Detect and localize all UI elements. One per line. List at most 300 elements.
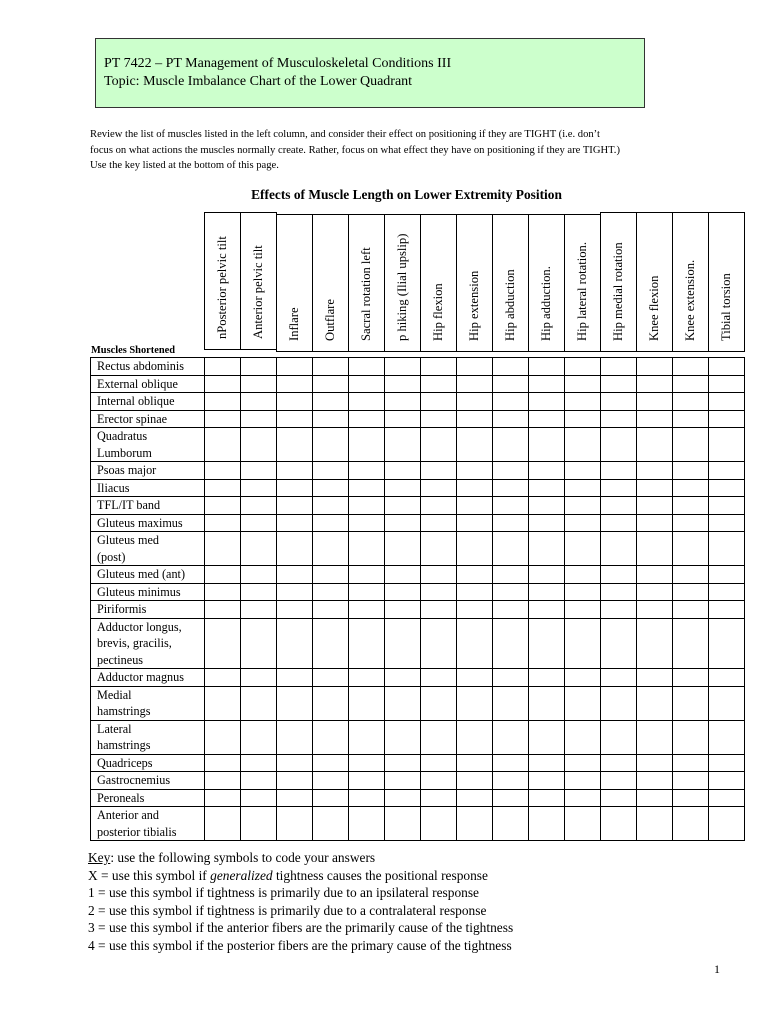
answer-cell[interactable] bbox=[637, 393, 673, 411]
answer-cell[interactable] bbox=[313, 479, 349, 497]
answer-cell[interactable] bbox=[385, 358, 421, 376]
answer-cell[interactable] bbox=[277, 428, 313, 462]
answer-cell[interactable] bbox=[421, 772, 457, 790]
answer-cell[interactable] bbox=[637, 772, 673, 790]
answer-cell[interactable] bbox=[385, 686, 421, 720]
answer-cell[interactable] bbox=[493, 772, 529, 790]
answer-cell[interactable] bbox=[709, 720, 745, 754]
answer-cell[interactable] bbox=[673, 462, 709, 480]
answer-cell[interactable] bbox=[601, 358, 637, 376]
answer-cell[interactable] bbox=[637, 789, 673, 807]
answer-cell[interactable] bbox=[457, 754, 493, 772]
answer-cell[interactable] bbox=[565, 789, 601, 807]
answer-cell[interactable] bbox=[673, 375, 709, 393]
answer-cell[interactable] bbox=[241, 807, 277, 841]
answer-cell[interactable] bbox=[529, 720, 565, 754]
answer-cell[interactable] bbox=[313, 566, 349, 584]
answer-cell[interactable] bbox=[349, 583, 385, 601]
answer-cell[interactable] bbox=[457, 807, 493, 841]
answer-cell[interactable] bbox=[277, 754, 313, 772]
answer-cell[interactable] bbox=[457, 375, 493, 393]
answer-cell[interactable] bbox=[709, 583, 745, 601]
answer-cell[interactable] bbox=[601, 566, 637, 584]
answer-cell[interactable] bbox=[349, 772, 385, 790]
answer-cell[interactable] bbox=[277, 583, 313, 601]
answer-cell[interactable] bbox=[349, 428, 385, 462]
answer-cell[interactable] bbox=[349, 686, 385, 720]
answer-cell[interactable] bbox=[529, 532, 565, 566]
answer-cell[interactable] bbox=[205, 393, 241, 411]
answer-cell[interactable] bbox=[241, 428, 277, 462]
answer-cell[interactable] bbox=[493, 393, 529, 411]
answer-cell[interactable] bbox=[205, 566, 241, 584]
answer-cell[interactable] bbox=[529, 375, 565, 393]
answer-cell[interactable] bbox=[529, 428, 565, 462]
answer-cell[interactable] bbox=[709, 601, 745, 619]
answer-cell[interactable] bbox=[313, 618, 349, 669]
answer-cell[interactable] bbox=[385, 479, 421, 497]
answer-cell[interactable] bbox=[421, 532, 457, 566]
answer-cell[interactable] bbox=[205, 601, 241, 619]
answer-cell[interactable] bbox=[457, 410, 493, 428]
answer-cell[interactable] bbox=[673, 720, 709, 754]
answer-cell[interactable] bbox=[205, 754, 241, 772]
answer-cell[interactable] bbox=[493, 669, 529, 687]
answer-cell[interactable] bbox=[457, 566, 493, 584]
answer-cell[interactable] bbox=[493, 686, 529, 720]
answer-cell[interactable] bbox=[565, 583, 601, 601]
answer-cell[interactable] bbox=[385, 428, 421, 462]
answer-cell[interactable] bbox=[529, 772, 565, 790]
answer-cell[interactable] bbox=[241, 583, 277, 601]
answer-cell[interactable] bbox=[493, 514, 529, 532]
answer-cell[interactable] bbox=[493, 720, 529, 754]
answer-cell[interactable] bbox=[313, 375, 349, 393]
answer-cell[interactable] bbox=[349, 497, 385, 515]
answer-cell[interactable] bbox=[385, 410, 421, 428]
answer-cell[interactable] bbox=[277, 393, 313, 411]
answer-cell[interactable] bbox=[601, 618, 637, 669]
answer-cell[interactable] bbox=[313, 601, 349, 619]
answer-cell[interactable] bbox=[529, 807, 565, 841]
answer-cell[interactable] bbox=[601, 720, 637, 754]
answer-cell[interactable] bbox=[565, 462, 601, 480]
answer-cell[interactable] bbox=[529, 566, 565, 584]
answer-cell[interactable] bbox=[601, 807, 637, 841]
answer-cell[interactable] bbox=[349, 462, 385, 480]
answer-cell[interactable] bbox=[565, 514, 601, 532]
answer-cell[interactable] bbox=[277, 720, 313, 754]
answer-cell[interactable] bbox=[529, 410, 565, 428]
answer-cell[interactable] bbox=[673, 532, 709, 566]
answer-cell[interactable] bbox=[493, 428, 529, 462]
answer-cell[interactable] bbox=[601, 393, 637, 411]
answer-cell[interactable] bbox=[601, 428, 637, 462]
answer-cell[interactable] bbox=[349, 532, 385, 566]
answer-cell[interactable] bbox=[709, 686, 745, 720]
answer-cell[interactable] bbox=[709, 772, 745, 790]
answer-cell[interactable] bbox=[277, 514, 313, 532]
answer-cell[interactable] bbox=[529, 601, 565, 619]
answer-cell[interactable] bbox=[709, 618, 745, 669]
answer-cell[interactable] bbox=[277, 479, 313, 497]
answer-cell[interactable] bbox=[313, 462, 349, 480]
answer-cell[interactable] bbox=[457, 669, 493, 687]
answer-cell[interactable] bbox=[457, 462, 493, 480]
answer-cell[interactable] bbox=[493, 532, 529, 566]
answer-cell[interactable] bbox=[493, 358, 529, 376]
answer-cell[interactable] bbox=[601, 669, 637, 687]
answer-cell[interactable] bbox=[421, 583, 457, 601]
answer-cell[interactable] bbox=[241, 497, 277, 515]
answer-cell[interactable] bbox=[601, 772, 637, 790]
answer-cell[interactable] bbox=[637, 754, 673, 772]
answer-cell[interactable] bbox=[277, 497, 313, 515]
answer-cell[interactable] bbox=[529, 393, 565, 411]
answer-cell[interactable] bbox=[457, 789, 493, 807]
answer-cell[interactable] bbox=[241, 479, 277, 497]
answer-cell[interactable] bbox=[349, 754, 385, 772]
answer-cell[interactable] bbox=[385, 375, 421, 393]
answer-cell[interactable] bbox=[421, 789, 457, 807]
answer-cell[interactable] bbox=[673, 772, 709, 790]
answer-cell[interactable] bbox=[565, 601, 601, 619]
answer-cell[interactable] bbox=[385, 807, 421, 841]
answer-cell[interactable] bbox=[313, 720, 349, 754]
answer-cell[interactable] bbox=[565, 566, 601, 584]
answer-cell[interactable] bbox=[205, 375, 241, 393]
answer-cell[interactable] bbox=[421, 428, 457, 462]
answer-cell[interactable] bbox=[313, 789, 349, 807]
answer-cell[interactable] bbox=[709, 462, 745, 480]
answer-cell[interactable] bbox=[637, 375, 673, 393]
answer-cell[interactable] bbox=[349, 566, 385, 584]
answer-cell[interactable] bbox=[421, 686, 457, 720]
answer-cell[interactable] bbox=[385, 514, 421, 532]
answer-cell[interactable] bbox=[349, 807, 385, 841]
answer-cell[interactable] bbox=[529, 686, 565, 720]
answer-cell[interactable] bbox=[277, 669, 313, 687]
answer-cell[interactable] bbox=[241, 410, 277, 428]
answer-cell[interactable] bbox=[349, 669, 385, 687]
answer-cell[interactable] bbox=[457, 618, 493, 669]
answer-cell[interactable] bbox=[349, 618, 385, 669]
answer-cell[interactable] bbox=[277, 566, 313, 584]
answer-cell[interactable] bbox=[421, 618, 457, 669]
answer-cell[interactable] bbox=[673, 669, 709, 687]
answer-cell[interactable] bbox=[565, 532, 601, 566]
answer-cell[interactable] bbox=[673, 583, 709, 601]
answer-cell[interactable] bbox=[421, 497, 457, 515]
answer-cell[interactable] bbox=[349, 720, 385, 754]
answer-cell[interactable] bbox=[385, 566, 421, 584]
answer-cell[interactable] bbox=[457, 479, 493, 497]
answer-cell[interactable] bbox=[709, 358, 745, 376]
answer-cell[interactable] bbox=[349, 375, 385, 393]
answer-cell[interactable] bbox=[601, 532, 637, 566]
answer-cell[interactable] bbox=[529, 479, 565, 497]
answer-cell[interactable] bbox=[457, 686, 493, 720]
answer-cell[interactable] bbox=[709, 669, 745, 687]
answer-cell[interactable] bbox=[565, 393, 601, 411]
answer-cell[interactable] bbox=[421, 358, 457, 376]
answer-cell[interactable] bbox=[349, 514, 385, 532]
answer-cell[interactable] bbox=[421, 669, 457, 687]
answer-cell[interactable] bbox=[601, 497, 637, 515]
answer-cell[interactable] bbox=[421, 754, 457, 772]
answer-cell[interactable] bbox=[529, 583, 565, 601]
answer-cell[interactable] bbox=[385, 789, 421, 807]
answer-cell[interactable] bbox=[529, 754, 565, 772]
answer-cell[interactable] bbox=[241, 358, 277, 376]
answer-cell[interactable] bbox=[709, 789, 745, 807]
answer-cell[interactable] bbox=[565, 618, 601, 669]
answer-cell[interactable] bbox=[709, 479, 745, 497]
answer-cell[interactable] bbox=[277, 601, 313, 619]
answer-cell[interactable] bbox=[457, 601, 493, 619]
answer-cell[interactable] bbox=[277, 375, 313, 393]
answer-cell[interactable] bbox=[637, 514, 673, 532]
answer-cell[interactable] bbox=[421, 479, 457, 497]
answer-cell[interactable] bbox=[313, 358, 349, 376]
answer-cell[interactable] bbox=[421, 393, 457, 411]
answer-cell[interactable] bbox=[385, 601, 421, 619]
answer-cell[interactable] bbox=[673, 428, 709, 462]
answer-cell[interactable] bbox=[205, 462, 241, 480]
answer-cell[interactable] bbox=[709, 566, 745, 584]
answer-cell[interactable] bbox=[565, 686, 601, 720]
answer-cell[interactable] bbox=[277, 686, 313, 720]
answer-cell[interactable] bbox=[241, 720, 277, 754]
answer-cell[interactable] bbox=[601, 375, 637, 393]
answer-cell[interactable] bbox=[421, 566, 457, 584]
answer-cell[interactable] bbox=[493, 566, 529, 584]
answer-cell[interactable] bbox=[493, 479, 529, 497]
answer-cell[interactable] bbox=[241, 514, 277, 532]
answer-cell[interactable] bbox=[313, 532, 349, 566]
answer-cell[interactable] bbox=[493, 789, 529, 807]
answer-cell[interactable] bbox=[277, 532, 313, 566]
answer-cell[interactable] bbox=[673, 686, 709, 720]
answer-cell[interactable] bbox=[313, 497, 349, 515]
answer-cell[interactable] bbox=[709, 410, 745, 428]
answer-cell[interactable] bbox=[457, 497, 493, 515]
answer-cell[interactable] bbox=[529, 789, 565, 807]
answer-cell[interactable] bbox=[205, 410, 241, 428]
answer-cell[interactable] bbox=[421, 601, 457, 619]
answer-cell[interactable] bbox=[709, 807, 745, 841]
answer-cell[interactable] bbox=[421, 720, 457, 754]
answer-cell[interactable] bbox=[457, 514, 493, 532]
answer-cell[interactable] bbox=[673, 393, 709, 411]
answer-cell[interactable] bbox=[565, 375, 601, 393]
answer-cell[interactable] bbox=[637, 428, 673, 462]
answer-cell[interactable] bbox=[205, 807, 241, 841]
answer-cell[interactable] bbox=[313, 583, 349, 601]
answer-cell[interactable] bbox=[241, 375, 277, 393]
answer-cell[interactable] bbox=[241, 601, 277, 619]
answer-cell[interactable] bbox=[637, 462, 673, 480]
answer-cell[interactable] bbox=[601, 462, 637, 480]
answer-cell[interactable] bbox=[349, 358, 385, 376]
answer-cell[interactable] bbox=[313, 754, 349, 772]
answer-cell[interactable] bbox=[385, 772, 421, 790]
answer-cell[interactable] bbox=[493, 754, 529, 772]
answer-cell[interactable] bbox=[673, 566, 709, 584]
answer-cell[interactable] bbox=[421, 514, 457, 532]
answer-cell[interactable] bbox=[601, 789, 637, 807]
answer-cell[interactable] bbox=[241, 462, 277, 480]
answer-cell[interactable] bbox=[709, 375, 745, 393]
answer-cell[interactable] bbox=[241, 566, 277, 584]
answer-cell[interactable] bbox=[637, 669, 673, 687]
answer-cell[interactable] bbox=[385, 393, 421, 411]
answer-cell[interactable] bbox=[313, 807, 349, 841]
answer-cell[interactable] bbox=[673, 514, 709, 532]
answer-cell[interactable] bbox=[205, 428, 241, 462]
answer-cell[interactable] bbox=[637, 583, 673, 601]
answer-cell[interactable] bbox=[673, 754, 709, 772]
answer-cell[interactable] bbox=[205, 358, 241, 376]
answer-cell[interactable] bbox=[709, 514, 745, 532]
answer-cell[interactable] bbox=[601, 583, 637, 601]
answer-cell[interactable] bbox=[241, 686, 277, 720]
answer-cell[interactable] bbox=[277, 358, 313, 376]
answer-cell[interactable] bbox=[673, 358, 709, 376]
answer-cell[interactable] bbox=[565, 807, 601, 841]
answer-cell[interactable] bbox=[637, 532, 673, 566]
answer-cell[interactable] bbox=[205, 514, 241, 532]
answer-cell[interactable] bbox=[457, 772, 493, 790]
answer-cell[interactable] bbox=[529, 618, 565, 669]
answer-cell[interactable] bbox=[241, 393, 277, 411]
answer-cell[interactable] bbox=[529, 497, 565, 515]
answer-cell[interactable] bbox=[385, 462, 421, 480]
answer-cell[interactable] bbox=[277, 618, 313, 669]
answer-cell[interactable] bbox=[601, 686, 637, 720]
answer-cell[interactable] bbox=[637, 358, 673, 376]
answer-cell[interactable] bbox=[313, 428, 349, 462]
answer-cell[interactable] bbox=[565, 720, 601, 754]
answer-cell[interactable] bbox=[637, 479, 673, 497]
answer-cell[interactable] bbox=[493, 807, 529, 841]
answer-cell[interactable] bbox=[637, 686, 673, 720]
answer-cell[interactable] bbox=[241, 772, 277, 790]
answer-cell[interactable] bbox=[421, 462, 457, 480]
answer-cell[interactable] bbox=[529, 669, 565, 687]
answer-cell[interactable] bbox=[673, 410, 709, 428]
answer-cell[interactable] bbox=[457, 393, 493, 411]
answer-cell[interactable] bbox=[565, 669, 601, 687]
answer-cell[interactable] bbox=[349, 479, 385, 497]
answer-cell[interactable] bbox=[493, 497, 529, 515]
answer-cell[interactable] bbox=[241, 669, 277, 687]
answer-cell[interactable] bbox=[385, 618, 421, 669]
answer-cell[interactable] bbox=[205, 532, 241, 566]
answer-cell[interactable] bbox=[205, 720, 241, 754]
answer-cell[interactable] bbox=[457, 720, 493, 754]
answer-cell[interactable] bbox=[673, 807, 709, 841]
answer-cell[interactable] bbox=[241, 532, 277, 566]
answer-cell[interactable] bbox=[529, 514, 565, 532]
answer-cell[interactable] bbox=[277, 462, 313, 480]
answer-cell[interactable] bbox=[313, 514, 349, 532]
answer-cell[interactable] bbox=[313, 393, 349, 411]
answer-cell[interactable] bbox=[457, 358, 493, 376]
answer-cell[interactable] bbox=[601, 754, 637, 772]
answer-cell[interactable] bbox=[277, 410, 313, 428]
answer-cell[interactable] bbox=[601, 601, 637, 619]
answer-cell[interactable] bbox=[565, 410, 601, 428]
answer-cell[interactable] bbox=[601, 514, 637, 532]
answer-cell[interactable] bbox=[385, 669, 421, 687]
answer-cell[interactable] bbox=[313, 686, 349, 720]
answer-cell[interactable] bbox=[421, 807, 457, 841]
answer-cell[interactable] bbox=[637, 410, 673, 428]
answer-cell[interactable] bbox=[565, 497, 601, 515]
answer-cell[interactable] bbox=[493, 618, 529, 669]
answer-cell[interactable] bbox=[637, 497, 673, 515]
answer-cell[interactable] bbox=[709, 497, 745, 515]
answer-cell[interactable] bbox=[709, 754, 745, 772]
answer-cell[interactable] bbox=[205, 479, 241, 497]
answer-cell[interactable] bbox=[493, 583, 529, 601]
answer-cell[interactable] bbox=[493, 462, 529, 480]
answer-cell[interactable] bbox=[349, 410, 385, 428]
answer-cell[interactable] bbox=[529, 462, 565, 480]
answer-cell[interactable] bbox=[385, 720, 421, 754]
answer-cell[interactable] bbox=[637, 720, 673, 754]
answer-cell[interactable] bbox=[241, 754, 277, 772]
answer-cell[interactable] bbox=[673, 601, 709, 619]
answer-cell[interactable] bbox=[709, 428, 745, 462]
answer-cell[interactable] bbox=[565, 358, 601, 376]
answer-cell[interactable] bbox=[421, 375, 457, 393]
answer-cell[interactable] bbox=[565, 772, 601, 790]
answer-cell[interactable] bbox=[205, 789, 241, 807]
answer-cell[interactable] bbox=[205, 669, 241, 687]
answer-cell[interactable] bbox=[493, 375, 529, 393]
answer-cell[interactable] bbox=[457, 532, 493, 566]
answer-cell[interactable] bbox=[277, 789, 313, 807]
answer-cell[interactable] bbox=[205, 772, 241, 790]
answer-cell[interactable] bbox=[709, 393, 745, 411]
answer-cell[interactable] bbox=[637, 601, 673, 619]
answer-cell[interactable] bbox=[565, 428, 601, 462]
answer-cell[interactable] bbox=[637, 807, 673, 841]
answer-cell[interactable] bbox=[385, 754, 421, 772]
answer-cell[interactable] bbox=[241, 618, 277, 669]
answer-cell[interactable] bbox=[673, 789, 709, 807]
answer-cell[interactable] bbox=[565, 479, 601, 497]
answer-cell[interactable] bbox=[637, 566, 673, 584]
answer-cell[interactable] bbox=[313, 410, 349, 428]
answer-cell[interactable] bbox=[457, 428, 493, 462]
answer-cell[interactable] bbox=[565, 754, 601, 772]
answer-cell[interactable] bbox=[349, 393, 385, 411]
answer-cell[interactable] bbox=[529, 358, 565, 376]
answer-cell[interactable] bbox=[241, 789, 277, 807]
answer-cell[interactable] bbox=[385, 583, 421, 601]
answer-cell[interactable] bbox=[205, 583, 241, 601]
answer-cell[interactable] bbox=[385, 532, 421, 566]
answer-cell[interactable] bbox=[277, 807, 313, 841]
answer-cell[interactable] bbox=[673, 497, 709, 515]
answer-cell[interactable] bbox=[709, 532, 745, 566]
answer-cell[interactable] bbox=[205, 618, 241, 669]
answer-cell[interactable] bbox=[601, 410, 637, 428]
answer-cell[interactable] bbox=[493, 601, 529, 619]
